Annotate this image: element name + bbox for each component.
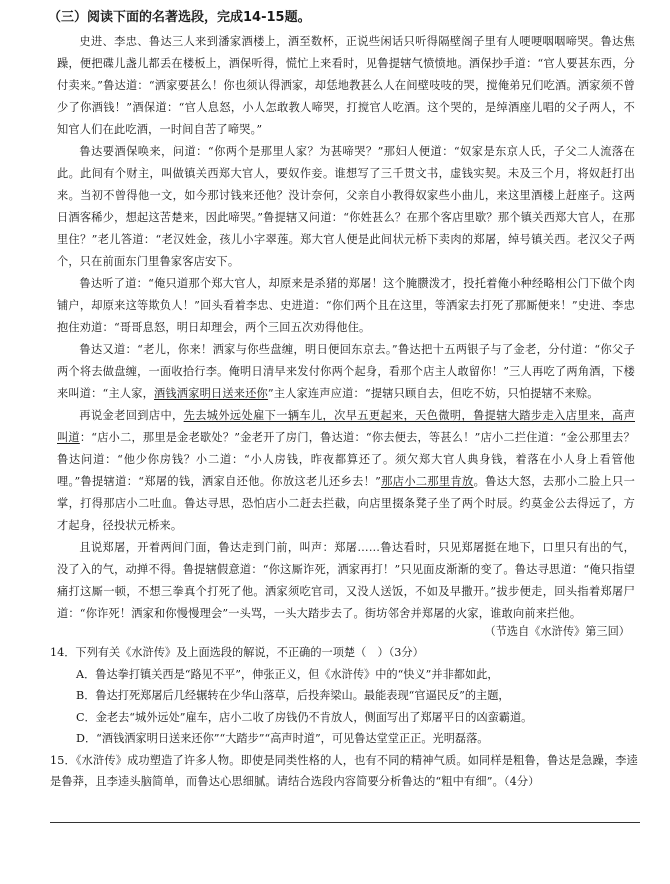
question-14-option-d[interactable]: D．“酒钱洒家明日送来还你”“大踏步”“高声时道”，可见鲁达堂堂正正。光明磊落。: [76, 732, 489, 745]
passage-paragraph-4: [57, 339, 635, 405]
passage-p5-b: ：“店小二，那里是金老歇处？”金老开了房门，鲁达道：“你去便去，等甚么！”店小二拦住道：“金公那里去？鲁达问道：“他少你房钱？小二道：“小人房钱，昨夜都算还了。须欠郑大官人典身钱，着落在小人身上看管他哩。”鲁提辖道：“郑屠的钱，洒家自还他。你放这老儿还乡去！”: [57, 431, 635, 488]
underlined-refuse-release: 那店小二那里肯放: [381, 475, 474, 488]
passage-p4-end: ”主人家连声应道：“提辖只顾自去，但吃不妨，只怕提辖不来赊。: [267, 387, 599, 400]
passage-p5-a: 再说金老回到店中，: [79, 409, 184, 422]
source-citation: （节选自《水浒传》第三回）: [484, 625, 630, 638]
questions-block: [50, 642, 638, 793]
passage-p5-c: 。鲁达大怒，去那小二脸上只一掌，打得那店小二吐血。鲁达寻思，恐怕店小二赶去拦截，向店里掇条凳子坐了两个时辰。约莫金公去得远了，方才起身，径投状元桥来。: [57, 475, 635, 532]
passage-paragraph-5: [57, 405, 635, 537]
reading-passage: [57, 31, 635, 625]
underlined-hire-cart: 先去城外远处雇下一辆车儿，次早五更起来，天色微明，鲁提辖大踏步走入店里来，高声叫道: [57, 409, 635, 444]
question-14-option-b[interactable]: B．鲁达打死郑屠后几经辗转在少华山落草，后投奔梁山。最能表现“官逼民反”的主题，: [76, 689, 510, 702]
passage-paragraph-3: 鲁达听了道：“俺只道那个郑大官人，却原来是杀猪的郑屠！这个腌臜泼才，投托着俺小种经略相公门下做个肉铺户，却原来这等欺负人！”回头看着李忠、史进道：“你们两个且在这里，等洒家去打死了那厮便来！”史进、李忠抱住劝道：“哥哥息怒，明日却理会，两个三回五次劝得他住。: [57, 277, 635, 334]
question-14-stem: 14．下列有关《水浒传》及上面选段的解说，不正确的一项楚（ ）（3分）: [50, 646, 424, 659]
passage-paragraph-2: 鲁达要酒保唤来，问道：“你两个是那里人家？为甚啼哭？”那妇人便道：“奴家是东京人氏，子父二人流落在此。此间有个财主，叫做镇关西郑大官人，要奴作妾。谁想写了三千贯文书，虚钱实契。未及三个月，将奴赶打出来。当初不曾得他一文，如今那讨钱来还他？没计奈何，父亲自小教得奴家些小曲儿，来这里酒楼上赶座子。这两日酒客稀少，想起这苦楚来，因此啼哭。”鲁提辖又问道：“你姓甚么？在那个客店里歇？那个镇关西郑大官人，在那里住？”老儿答道：“老汉姓金，孩儿小字翠莲。郑大官人便是此间状元桥下卖肉的郑屠，绰号镇关西。老汉父子两个，只在前面东门里鲁家客店安下。: [57, 145, 635, 268]
passage-p4-text: 鲁达又道：“老儿，你来！洒家与你些盘缠，明日便回东京去。”鲁达把十五两银子与了金老，分付道：“你父子两个将去做盘缠，一面收拾行李。俺明日清早来发付你两个起身，看那个店主人敢留你！”三人再吃了两角酒，下楼来叫道：“主人家，: [57, 343, 635, 400]
passage-paragraph-6: 且说郑屠，开着两间门面，鲁达走到门前，叫声：郑屠……鲁达看时，只见郑屠挺在地下，口里只有出的气，没了入的气，动掸不得。鲁提辖假意道：“你这厮诈死，洒家再打！”只见面皮渐渐的变了。鲁达寻思道：“俺只指望痛打这厮一顿，不想三拳真个打死了他。洒家须吃官司，又没人送饭，不如及早撒开。”拔步便走，回头指着郑屠尸道：“你诈死！洒家和你慢慢理会”一头骂，一头大踏步去了。街坊邻舍并郑屠的火家，谁敢向前来拦他。: [57, 541, 635, 620]
section-heading: （三）阅读下面的名著选段，完成14-15题。: [48, 10, 311, 25]
question-14-option-c[interactable]: C．金老去“城外远处”雇车，店小二收了房钱仍不肯放人，侧面写出了郑屠平日的凶蛮霸道。: [76, 710, 533, 724]
answer-divider-line: [50, 822, 640, 823]
underlined-quote-wine-money: 酒钱洒家明日送来还你: [154, 387, 268, 400]
question-15: 15．《水浒传》成功塑造了许多人物。即使是同类性格的人，也有不同的精神气质。如同样是粗鲁，鲁达是急躁，李逵是鲁莽，且李逵头脑简单，而鲁达心思细腻。请结合选段内容简要分析鲁达的“粗中有细”。（4分）: [50, 753, 638, 788]
question-14-option-a[interactable]: A．鲁达拳打镇关西是“路见不平”，伸张正义，但《水浒传》中的“快义”并非都如此，: [76, 667, 499, 681]
passage-paragraph-1: 史进、李忠、鲁达三人来到潘家酒楼上，酒至数杯，正说些闲话只听得隔壁阁子里有人哽哽咽咽啼哭。鲁达焦躁，便把碟儿盏儿都丢在楼板上，酒保听得，慌忙上来看时，见鲁提辖气愤愤地。酒保抄手道：“官人要甚东西，分付卖来。”鲁达道：“洒家要甚么！你也须认得洒家，却恁地教甚么人在间壁吱吱的哭，搅俺弟兄们吃酒。洒家须不曾少了你酒钱！”酒保道：“官人息怒，小人怎敢教人啼哭，打搅官人吃酒。这个哭的，是绰酒座儿唱的父子两人，不知官人们在此吃酒，一时间自苦了啼哭。”: [57, 35, 635, 136]
